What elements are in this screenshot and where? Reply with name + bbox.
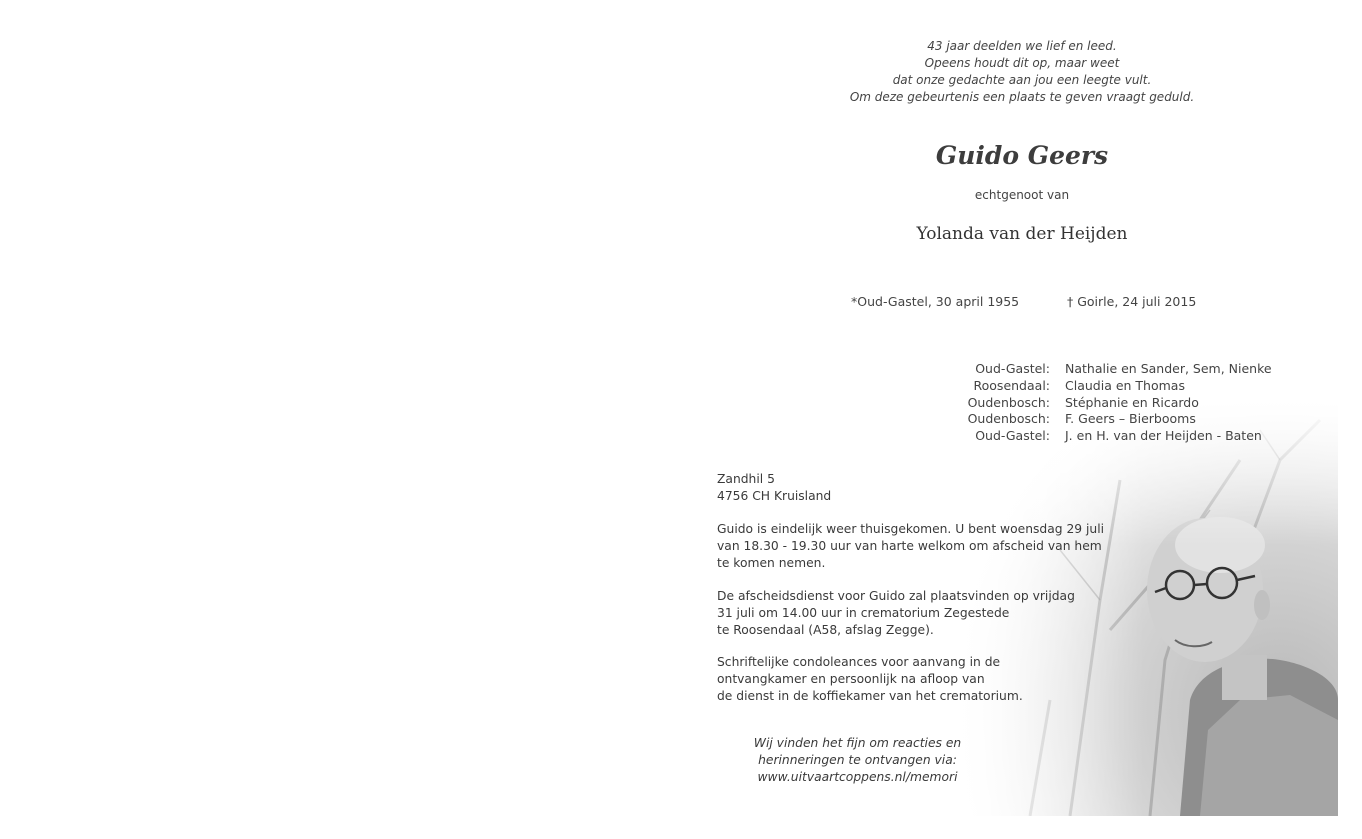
family-names: Stéphanie en Ricardo	[1065, 394, 1199, 410]
family-place: Roosendaal:	[973, 377, 1050, 393]
address-line: Zandhil 5	[717, 472, 775, 486]
condolences-paragraph	[717, 654, 1023, 704]
memorial-link[interactable]: www.uitvaartcoppens.nl/memori	[757, 770, 958, 784]
family-place: Oud-Gastel:	[975, 361, 1050, 376]
birth-date: *Oud-Gastel, 30 april 1955	[851, 294, 1020, 309]
family-names: Claudia en Thomas	[1065, 377, 1185, 393]
family-row	[930, 428, 1272, 445]
family-names: J. en H. van der Heijden - Baten	[1065, 428, 1262, 444]
family-row	[930, 378, 1272, 395]
paragraph-line: Guido is eindelijk weer thuisgekomen. U bent woensdag 29 juli	[717, 522, 1105, 536]
address-line: 4756 CH Kruisland	[717, 488, 832, 503]
paragraph-line: ontvangkamer en persoonlijk na afloop van	[717, 671, 985, 686]
deceased-name: Guido Geers	[935, 141, 1109, 170]
family-row	[930, 395, 1272, 412]
family-place: Oudenbosch:	[967, 394, 1050, 410]
paragraph-line: De afscheidsdienst voor Guido zal plaatsvinden op vrijdag	[717, 589, 1075, 603]
spouse-name: Yolanda van der Heijden	[916, 224, 1128, 244]
paragraph-line: te Roosendaal (A58, afslag Zegge).	[717, 622, 934, 637]
closing-line: Wij vinden het fijn om reacties en	[753, 736, 962, 750]
poem-line: dat onze gedachte aan jou een leegte vult.	[892, 73, 1152, 87]
poem-line: Opeens houdt dit op, maar weet	[924, 56, 1120, 70]
relation-label: echtgenoot van	[974, 188, 1070, 202]
death-date: † Goirle, 24 juli 2015	[1067, 294, 1197, 309]
closing-note	[720, 735, 995, 786]
poem-line: Om deze gebeurtenis een plaats te geven vraagt geduld.	[849, 90, 1195, 104]
poem-line: 43 jaar deelden we lief en leed.	[927, 39, 1117, 53]
paragraph-line: van 18.30 - 19.30 uur van harte welkom om afscheid van hem	[717, 538, 1102, 553]
paragraph-line: te komen nemen.	[717, 555, 826, 570]
visitation-paragraph	[717, 521, 1104, 571]
family-names: Nathalie en Sander, Sem, Nienke	[1065, 361, 1272, 376]
family-names: F. Geers – Bierbooms	[1065, 411, 1196, 427]
family-row	[930, 411, 1272, 428]
poem	[822, 38, 1222, 106]
closing-line: herinneringen te ontvangen via:	[758, 753, 957, 767]
paragraph-line: 31 juli om 14.00 uur in crematorium Zegestede	[717, 605, 1010, 620]
family-row	[930, 361, 1272, 378]
family-place: Oudenbosch:	[967, 411, 1050, 427]
paragraph-line: de dienst in de koffiekamer van het crematorium.	[717, 688, 1023, 703]
family-place: Oud-Gastel:	[975, 428, 1050, 444]
service-paragraph	[717, 588, 1075, 638]
paragraph-line: Schriftelijke condoleances voor aanvang in de	[717, 655, 1001, 669]
family-list	[930, 361, 1272, 445]
address	[717, 471, 831, 505]
